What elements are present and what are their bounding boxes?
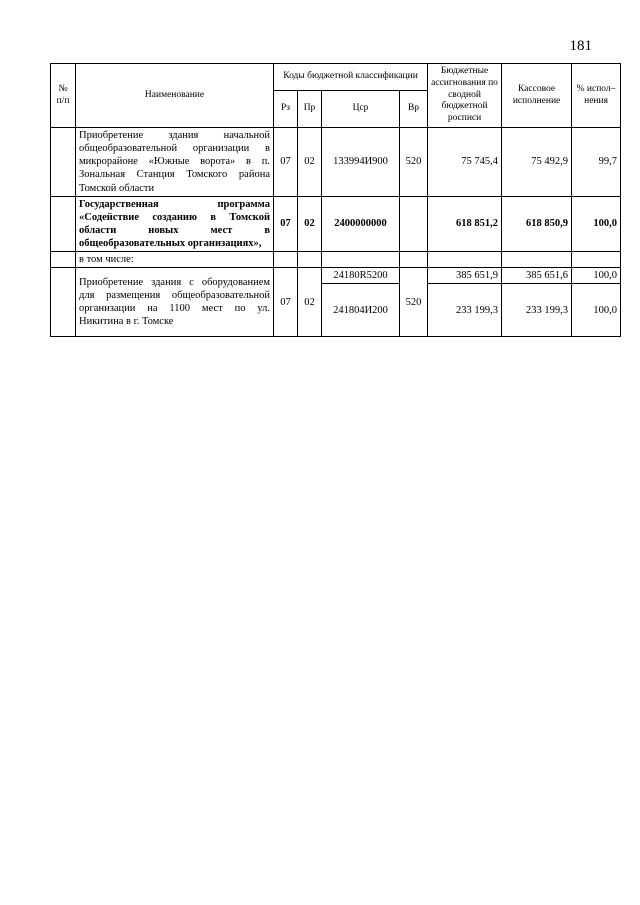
- table-row: [51, 128, 621, 197]
- column-header-budget: Бюджетные ассигнования по сводной бюджетной росписи: [428, 64, 502, 128]
- column-header-cash: Кассовое исполнение: [502, 64, 572, 128]
- row-pr: 02: [298, 196, 322, 252]
- row-rz: [274, 252, 298, 268]
- row-budget: 385 651,9: [428, 268, 502, 284]
- row-name: Государственная программа «Содействие созданию в Томской области новых мест в общеобразовательных организациях»,: [76, 196, 274, 252]
- column-header-csr: Цср: [322, 91, 400, 128]
- row-percent: 99,7: [572, 128, 621, 197]
- column-header-pr: Пр: [298, 91, 322, 128]
- row-cash: 233 199,3: [502, 284, 572, 337]
- row-csr: [322, 252, 400, 268]
- row-csr: 133994И900: [322, 128, 400, 197]
- row-vr: [400, 252, 428, 268]
- row-cash: 385 651,6: [502, 268, 572, 284]
- row-budget: 75 745,4: [428, 128, 502, 197]
- row-percent: [572, 252, 621, 268]
- row-pr: 02: [298, 268, 322, 337]
- row-num: [51, 268, 76, 337]
- row-cash: [502, 252, 572, 268]
- table-header-row: [51, 64, 621, 91]
- row-vr: 520: [400, 268, 428, 337]
- row-cash: 75 492,9: [502, 128, 572, 197]
- column-header-percent: % испол–нения: [572, 64, 621, 128]
- row-cash: 618 850,9: [502, 196, 572, 252]
- column-header-name: Наименование: [76, 64, 274, 128]
- row-percent: 100,0: [572, 284, 621, 337]
- row-percent: 100,0: [572, 268, 621, 284]
- row-budget: [428, 252, 502, 268]
- table-row: [51, 268, 621, 284]
- row-num: [51, 252, 76, 268]
- row-num: [51, 196, 76, 252]
- row-rz: 07: [274, 128, 298, 197]
- row-csr: 24180R5200: [322, 268, 400, 284]
- row-vr: [400, 196, 428, 252]
- table-row-program: [51, 196, 621, 252]
- row-name: в том числе:: [76, 252, 274, 268]
- column-header-num: № п/п: [51, 64, 76, 128]
- column-header-rz: Рз: [274, 91, 298, 128]
- row-csr: 2400000000: [322, 196, 400, 252]
- row-pr: [298, 252, 322, 268]
- page-number: 181: [569, 38, 592, 54]
- column-header-codes: Коды бюджетной классификации: [274, 64, 428, 91]
- row-vr: 520: [400, 128, 428, 197]
- row-pr: 02: [298, 128, 322, 197]
- row-budget: 233 199,3: [428, 284, 502, 337]
- row-percent: 100,0: [572, 196, 621, 252]
- row-num: [51, 128, 76, 197]
- row-name: Приобретение здания с оборудованием для размещения общеобразовательной организации на 1100 мест по ул. Никитина в г. Томске: [76, 268, 274, 337]
- table-row-including: [51, 252, 621, 268]
- row-rz: 07: [274, 196, 298, 252]
- row-name: Приобретение здания начальной общеобразовательной организации в микрорайоне «Южные ворота» в п. Зональная Станция Томского района Томской области: [76, 128, 274, 197]
- row-rz: 07: [274, 268, 298, 337]
- column-header-vr: Вр: [400, 91, 428, 128]
- row-budget: 618 851,2: [428, 196, 502, 252]
- budget-execution-table: [50, 63, 621, 337]
- row-csr: 241804И200: [322, 284, 400, 337]
